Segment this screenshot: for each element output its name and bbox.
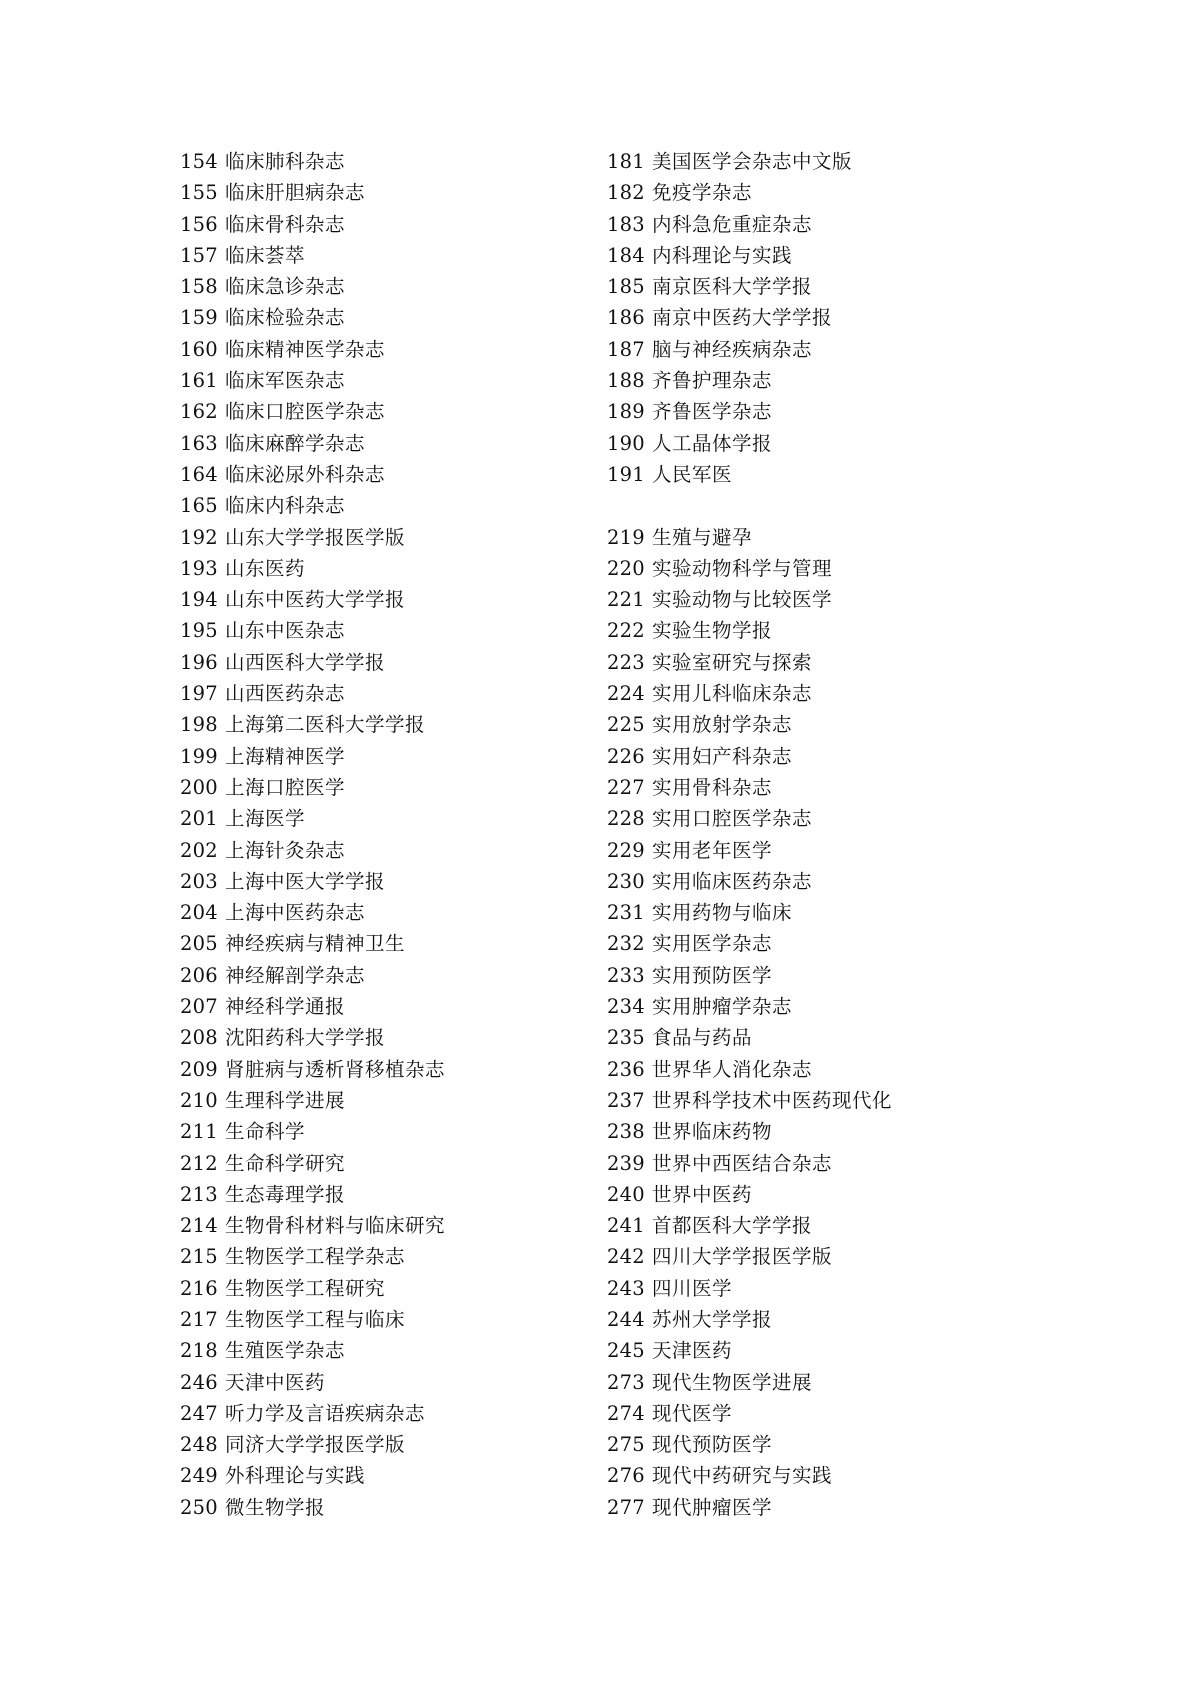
- journal-name: 苏州大学学报: [652, 1307, 773, 1331]
- list-item: [180, 1148, 620, 1179]
- list-item: [180, 1367, 620, 1398]
- entry-number: 224: [607, 682, 645, 706]
- journal-name: 神经疾病与精神卫生: [225, 932, 406, 956]
- left-block-1: [180, 146, 620, 522]
- journal-name: 临床荟萃: [225, 243, 306, 267]
- entry-number: 229: [607, 838, 645, 862]
- left-block-2: [180, 522, 620, 1367]
- journal-name: 现代肿瘤医学: [652, 1495, 773, 1519]
- list-item: [180, 1335, 620, 1366]
- list-item: [607, 1273, 1047, 1304]
- list-item: [607, 1429, 1047, 1460]
- journal-name: 临床检验杂志: [225, 306, 346, 330]
- entry-number: 275: [607, 1433, 645, 1457]
- entry-number: 210: [180, 1088, 218, 1112]
- list-item: [180, 615, 620, 646]
- list-item: [607, 1085, 1047, 1116]
- entry-number: 159: [180, 306, 218, 330]
- entry-number: 234: [607, 995, 645, 1019]
- entry-number: 274: [607, 1401, 645, 1425]
- journal-name: 生态毒理学报: [225, 1182, 346, 1206]
- right-block-1: [607, 146, 1047, 490]
- list-item: [180, 490, 620, 521]
- list-item: [607, 209, 1047, 240]
- list-item: [607, 146, 1047, 177]
- entry-number: 199: [180, 744, 218, 768]
- entry-number: 190: [607, 431, 645, 455]
- journal-name: 四川医学: [652, 1276, 733, 1300]
- entry-number: 184: [607, 243, 645, 267]
- journal-name: 齐鲁护理杂志: [652, 369, 773, 393]
- journal-name: 山西医科大学学报: [225, 650, 386, 674]
- journal-name: 临床内科杂志: [225, 494, 346, 518]
- entry-number: 209: [180, 1057, 218, 1081]
- list-item: [607, 1148, 1047, 1179]
- list-item: [180, 396, 620, 427]
- list-item: [180, 334, 620, 365]
- entry-number: 216: [180, 1276, 218, 1300]
- list-item: [607, 647, 1047, 678]
- journal-name: 临床麻醉学杂志: [225, 431, 366, 455]
- entry-number: 225: [607, 713, 645, 737]
- journal-name: 山东中医杂志: [225, 619, 346, 643]
- journal-name: 实用肿瘤学杂志: [652, 995, 793, 1019]
- entry-number: 196: [180, 650, 218, 674]
- journal-name: 世界中医药: [652, 1182, 753, 1206]
- entry-number: 223: [607, 650, 645, 674]
- list-item: [607, 240, 1047, 271]
- list-item: [607, 709, 1047, 740]
- entry-number: 203: [180, 869, 218, 893]
- journal-name: 人民军医: [652, 462, 733, 486]
- list-item: [607, 1179, 1047, 1210]
- entry-number: 213: [180, 1182, 218, 1206]
- entry-number: 243: [607, 1276, 645, 1300]
- journal-name: 现代预防医学: [652, 1433, 773, 1457]
- journal-name: 实用临床医药杂志: [652, 869, 813, 893]
- list-item: [607, 1335, 1047, 1366]
- list-item: [607, 334, 1047, 365]
- list-item: [607, 1398, 1047, 1429]
- entry-number: 154: [180, 150, 218, 173]
- entry-number: 214: [180, 1214, 218, 1238]
- journal-name: 实验室研究与探索: [652, 650, 813, 674]
- entry-number: 158: [180, 275, 218, 299]
- list-item: [607, 1210, 1047, 1241]
- list-item: [607, 1492, 1047, 1523]
- list-item: [180, 741, 620, 772]
- list-item: [607, 1460, 1047, 1491]
- list-item: [607, 897, 1047, 928]
- journal-name: 实验生物学报: [652, 619, 773, 643]
- entry-number: 161: [180, 369, 218, 393]
- list-item: [607, 1304, 1047, 1335]
- list-item: [180, 240, 620, 271]
- list-item: [180, 271, 620, 302]
- entry-number: 163: [180, 431, 218, 455]
- right-column-gap: [607, 490, 1047, 521]
- entry-number: 165: [180, 494, 218, 518]
- list-item: [607, 522, 1047, 553]
- journal-name: 世界科学技术中医药现代化: [652, 1088, 893, 1112]
- entry-number: 197: [180, 682, 218, 706]
- entry-number: 239: [607, 1151, 645, 1175]
- journal-name: 生殖医学杂志: [225, 1339, 346, 1363]
- journal-name: 生物医学工程与临床: [225, 1307, 406, 1331]
- journal-name: 脑与神经疾病杂志: [652, 337, 813, 361]
- list-item: [607, 1241, 1047, 1272]
- journal-name: 同济大学学报医学版: [225, 1433, 406, 1457]
- entry-number: 160: [180, 337, 218, 361]
- list-item: [180, 1054, 620, 1085]
- entry-number: 195: [180, 619, 218, 643]
- entry-number: 188: [607, 369, 645, 393]
- entry-number: 206: [180, 963, 218, 987]
- entry-number: 226: [607, 744, 645, 768]
- list-item: [607, 1022, 1047, 1053]
- list-item: [180, 365, 620, 396]
- journal-name: 上海针灸杂志: [225, 838, 346, 862]
- entry-number: 215: [180, 1245, 218, 1269]
- entry-number: 156: [180, 212, 218, 236]
- entry-number: 183: [607, 212, 645, 236]
- list-item: [180, 709, 620, 740]
- entry-number: 244: [607, 1307, 645, 1331]
- entry-number: 249: [180, 1464, 218, 1488]
- journal-name: 内科急危重症杂志: [652, 212, 813, 236]
- list-item: [180, 1210, 620, 1241]
- entry-number: 233: [607, 963, 645, 987]
- list-item: [180, 1304, 620, 1335]
- entry-number: 155: [180, 181, 218, 205]
- journal-name: 上海口腔医学: [225, 775, 346, 799]
- journal-name: 山西医药杂志: [225, 682, 346, 706]
- list-item: [607, 553, 1047, 584]
- journal-name: 临床肺科杂志: [225, 150, 346, 173]
- list-item: [607, 1054, 1047, 1085]
- right-column: [607, 146, 1047, 1523]
- entry-number: 185: [607, 275, 645, 299]
- entry-number: 198: [180, 713, 218, 737]
- entry-number: 192: [180, 525, 218, 549]
- journal-name: 实用骨科杂志: [652, 775, 773, 799]
- entry-number: 231: [607, 901, 645, 925]
- list-item: [607, 1367, 1047, 1398]
- journal-name: 实用儿科临床杂志: [652, 682, 813, 706]
- list-item: [607, 459, 1047, 490]
- list-item: [180, 177, 620, 208]
- entry-number: 236: [607, 1057, 645, 1081]
- left-block-3: [180, 1367, 620, 1523]
- entry-number: 189: [607, 400, 645, 424]
- entry-number: 238: [607, 1120, 645, 1144]
- list-item: [180, 1116, 620, 1147]
- journal-name: 临床精神医学杂志: [225, 337, 386, 361]
- list-item: [607, 741, 1047, 772]
- entry-number: 228: [607, 807, 645, 831]
- list-item: [180, 647, 620, 678]
- entry-number: 230: [607, 869, 645, 893]
- journal-name: 首都医科大学学报: [652, 1214, 813, 1238]
- journal-name: 实验动物科学与管理: [652, 556, 833, 580]
- journal-name: 人工晶体学报: [652, 431, 773, 455]
- entry-number: 237: [607, 1088, 645, 1112]
- journal-name: 神经解剖学杂志: [225, 963, 366, 987]
- list-item: [180, 960, 620, 991]
- list-item: [607, 772, 1047, 803]
- journal-name: 临床泌尿外科杂志: [225, 462, 386, 486]
- entry-number: 276: [607, 1464, 645, 1488]
- entry-number: 235: [607, 1026, 645, 1050]
- journal-name: 上海医学: [225, 807, 306, 831]
- list-item: [607, 271, 1047, 302]
- entry-number: 164: [180, 462, 218, 486]
- journal-name: 天津医药: [652, 1339, 733, 1363]
- list-item: [607, 960, 1047, 991]
- journal-name: 实用药物与临床: [652, 901, 793, 925]
- list-item: [180, 1429, 620, 1460]
- entry-number: 232: [607, 932, 645, 956]
- journal-name: 现代生物医学进展: [652, 1370, 813, 1394]
- journal-name: 外科理论与实践: [225, 1464, 366, 1488]
- list-item: [180, 146, 620, 177]
- list-item: [180, 302, 620, 333]
- journal-name: 微生物学报: [225, 1495, 326, 1519]
- list-item: [180, 1179, 620, 1210]
- journal-name: 沈阳药科大学学报: [225, 1026, 386, 1050]
- entry-number: 242: [607, 1245, 645, 1269]
- entry-number: 212: [180, 1151, 218, 1175]
- list-item: [607, 584, 1047, 615]
- journal-name: 临床骨科杂志: [225, 212, 346, 236]
- journal-name: 美国医学会杂志中文版: [652, 150, 853, 173]
- list-item: [180, 522, 620, 553]
- list-item: [607, 803, 1047, 834]
- entry-number: 241: [607, 1214, 645, 1238]
- journal-name: 实用口腔医学杂志: [652, 807, 813, 831]
- entry-number: 273: [607, 1370, 645, 1394]
- entry-number: 222: [607, 619, 645, 643]
- journal-name: 实用放射学杂志: [652, 713, 793, 737]
- journal-name: 上海中医药杂志: [225, 901, 366, 925]
- entry-number: 182: [607, 181, 645, 205]
- journal-name: 现代中药研究与实践: [652, 1464, 833, 1488]
- journal-name: 南京医科大学学报: [652, 275, 813, 299]
- entry-number: 250: [180, 1495, 218, 1519]
- entry-number: 162: [180, 400, 218, 424]
- journal-name: 世界华人消化杂志: [652, 1057, 813, 1081]
- list-item: [607, 1116, 1047, 1147]
- entry-number: 200: [180, 775, 218, 799]
- entry-number: 208: [180, 1026, 218, 1050]
- entry-number: 211: [180, 1120, 218, 1144]
- list-item: [607, 365, 1047, 396]
- journal-name: 山东医药: [225, 556, 306, 580]
- journal-name: 天津中医药: [225, 1370, 326, 1394]
- list-item: [180, 803, 620, 834]
- journal-name: 生命科学: [225, 1120, 306, 1144]
- list-item: [180, 678, 620, 709]
- entry-number: 204: [180, 901, 218, 925]
- journal-name: 四川大学学报医学版: [652, 1245, 833, 1269]
- journal-name: 实用老年医学: [652, 838, 773, 862]
- entry-number: 193: [180, 556, 218, 580]
- journal-name: 实用医学杂志: [652, 932, 773, 956]
- list-item: [607, 991, 1047, 1022]
- entry-number: 245: [607, 1339, 645, 1363]
- journal-name: 实用预防医学: [652, 963, 773, 987]
- journal-name: 临床肝胆病杂志: [225, 181, 366, 205]
- journal-name: 上海第二医科大学学报: [225, 713, 426, 737]
- journal-name: 临床军医杂志: [225, 369, 346, 393]
- entry-number: 217: [180, 1307, 218, 1331]
- list-item: [607, 302, 1047, 333]
- list-item: [180, 1398, 620, 1429]
- entry-number: 220: [607, 556, 645, 580]
- journal-name: 山东大学学报医学版: [225, 525, 406, 549]
- entry-number: 181: [607, 150, 645, 173]
- journal-name: 临床口腔医学杂志: [225, 400, 386, 424]
- entry-number: 201: [180, 807, 218, 831]
- journal-name: 生物医学工程研究: [225, 1276, 386, 1300]
- right-block-3: [607, 1367, 1047, 1523]
- journal-name: 现代医学: [652, 1401, 733, 1425]
- list-item: [180, 1460, 620, 1491]
- journal-name: 生理科学进展: [225, 1088, 346, 1112]
- list-item: [607, 428, 1047, 459]
- list-item: [607, 678, 1047, 709]
- entry-number: 248: [180, 1433, 218, 1457]
- entry-number: 191: [607, 462, 645, 486]
- list-item: [180, 428, 620, 459]
- journal-name: 世界临床药物: [652, 1120, 773, 1144]
- entry-number: 227: [607, 775, 645, 799]
- list-item: [180, 928, 620, 959]
- entry-number: 187: [607, 337, 645, 361]
- left-column: [180, 146, 620, 1523]
- list-item: [607, 928, 1047, 959]
- journal-name: 上海中医大学学报: [225, 869, 386, 893]
- entry-number: 277: [607, 1495, 645, 1519]
- list-item: [180, 1085, 620, 1116]
- journal-name: 免疫学杂志: [652, 181, 753, 205]
- list-item: [180, 866, 620, 897]
- entry-number: 246: [180, 1370, 218, 1394]
- entry-number: 207: [180, 995, 218, 1019]
- list-item: [180, 584, 620, 615]
- right-block-2: [607, 522, 1047, 1367]
- journal-name: 神经科学通报: [225, 995, 346, 1019]
- journal-name: 南京中医药大学学报: [652, 306, 833, 330]
- entry-number: 194: [180, 588, 218, 612]
- list-item: [180, 209, 620, 240]
- entry-number: 157: [180, 243, 218, 267]
- journal-name: 生命科学研究: [225, 1151, 346, 1175]
- list-item: [180, 835, 620, 866]
- journal-name: 上海精神医学: [225, 744, 346, 768]
- journal-name: 生殖与避孕: [652, 525, 753, 549]
- entry-number: 218: [180, 1339, 218, 1363]
- journal-name: 山东中医药大学学报: [225, 588, 406, 612]
- journal-name: 生物医学工程学杂志: [225, 1245, 406, 1269]
- list-item: [607, 866, 1047, 897]
- list-item: [180, 1273, 620, 1304]
- journal-name: 实用妇产科杂志: [652, 744, 793, 768]
- entry-number: 202: [180, 838, 218, 862]
- journal-name: 生物骨科材料与临床研究: [225, 1214, 446, 1238]
- entry-number: 186: [607, 306, 645, 330]
- list-item: [180, 553, 620, 584]
- journal-name: 实验动物与比较医学: [652, 588, 833, 612]
- list-item: [180, 459, 620, 490]
- journal-name: 肾脏病与透析肾移植杂志: [225, 1057, 446, 1081]
- list-item: [180, 772, 620, 803]
- journal-name: 食品与药品: [652, 1026, 753, 1050]
- journal-name: 齐鲁医学杂志: [652, 400, 773, 424]
- list-item: [607, 835, 1047, 866]
- journal-name: 世界中西医结合杂志: [652, 1151, 833, 1175]
- list-item: [180, 1022, 620, 1053]
- entry-number: 205: [180, 932, 218, 956]
- journal-name: 临床急诊杂志: [225, 275, 346, 299]
- list-item: [180, 991, 620, 1022]
- list-item: [607, 396, 1047, 427]
- journal-name: 内科理论与实践: [652, 243, 793, 267]
- journal-name: 听力学及言语疾病杂志: [225, 1401, 426, 1425]
- entry-number: 240: [607, 1182, 645, 1206]
- entry-number: 247: [180, 1401, 218, 1425]
- list-item: [607, 615, 1047, 646]
- entry-number: 219: [607, 525, 645, 549]
- list-item: [180, 1492, 620, 1523]
- list-item: [180, 897, 620, 928]
- entry-number: 221: [607, 588, 645, 612]
- list-item: [180, 1241, 620, 1272]
- list-item: [607, 177, 1047, 208]
